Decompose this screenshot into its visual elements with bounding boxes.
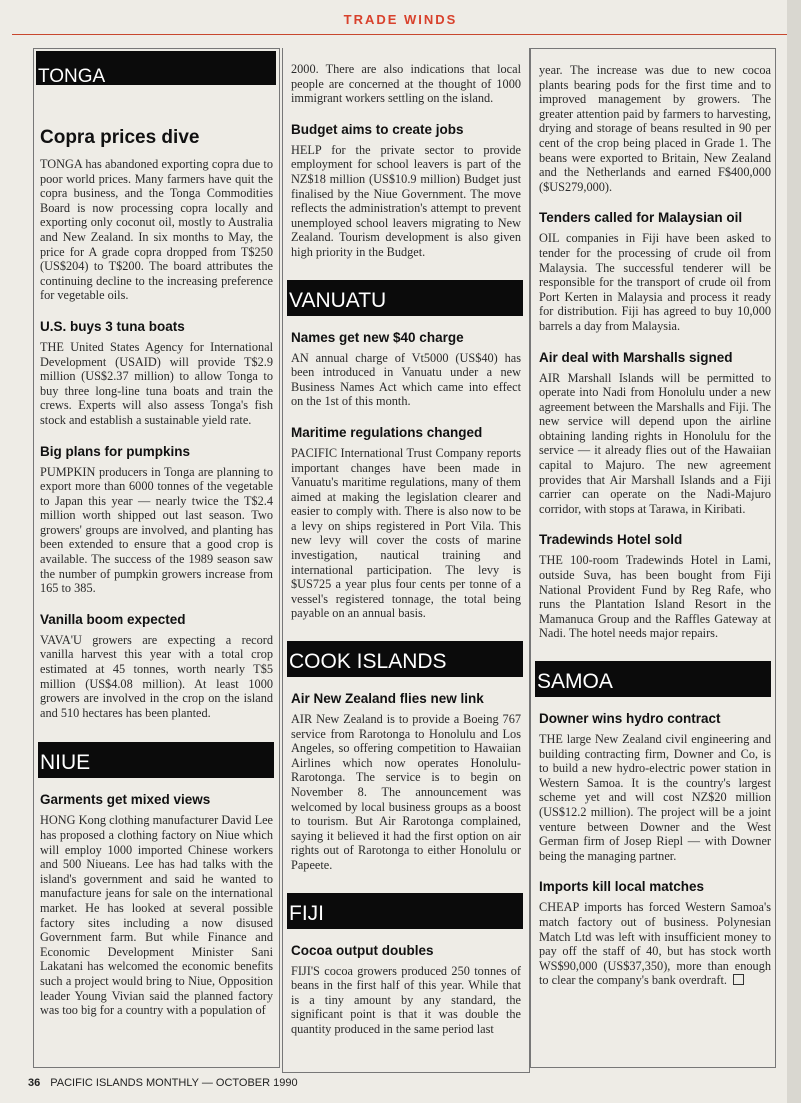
headline-tuna: U.S. buys 3 tuna boats bbox=[40, 318, 185, 334]
column-2 bbox=[282, 48, 530, 1073]
article-body: THE large New Zealand civil engineering and building contracting firm, Downer and Co, is to build a new hydro-electric power station in Western Samoa. It is the country's largest scheme yet and will cost NZ$20 million (US$12.2 million). The project will be a joint venture between Downer and the West German firm of Josep Riepl — with Downer being the managing partner. bbox=[539, 732, 771, 863]
headline-vanilla: Vanilla boom expected bbox=[40, 611, 186, 627]
article-body: HONG Kong clothing manufacturer David Lee has proposed a clothing factory on Niue which will employ 1000 imported Chinese workers and 500 Niueans. Lee has had talks with the island's government and said he wanted to manufacture jeans for sale on the international market. He has looked at several possible factory sites including a now disused Government farm. But while Finance and Economic Development Minister Sani Lakatani has welcomed the economic benefits such a project would bring to Niue, Opposition leader Young Vivian said the planned factory was too big for a country with a population of bbox=[40, 813, 273, 1018]
headline-tradewinds-hotel: Tradewinds Hotel sold bbox=[539, 532, 683, 548]
section-band-cook-islands: COOK ISLANDS bbox=[287, 641, 523, 677]
column-3 bbox=[530, 48, 776, 1068]
headline-malaysian-oil: Tenders called for Malaysian oil bbox=[539, 210, 743, 226]
headline-marshalls: Air deal with Marshalls signed bbox=[539, 349, 733, 365]
end-mark-icon bbox=[733, 974, 744, 985]
article-body: TONGA has abandoned exporting copra due to poor world prices. Many farmers have quit the copra business, and the Tonga Commodities Board is now processing copra locally and exporting only coconut oil, mostly to Australia and New Zealand. In six months to May, the price for A grade copra dropped from T$250 (US$204) to T$200. The board attributes the continuing decline to the increasing preference for vegetable oils. bbox=[40, 157, 273, 303]
article-body: FIJI'S cocoa growers produced 250 tonnes of beans in the first half of this year. While that is a tiny amount by any standard, the significant point is that it was double the quantity produced in the same period last bbox=[291, 963, 521, 1036]
article-body: OIL companies in Fiji have been asked to tender for the processing of crude oil from Malaysia. The successful tenderer will be responsible for the transport of crude oil from Port Kerten in Malaysia and process it ready for distribution. Fiji has agreed to buy 10,000 barrels a day from Malaysia. bbox=[539, 231, 771, 333]
article-body: THE 100-room Tradewinds Hotel in Lami, outside Suva, has been bought from Fiji National Provident Fund by Reg Rafe, who runs the Plantation Island Resort in the Mamanuca Group and the Raffles Gateway at Nadi. The hotel needs major repairs. bbox=[539, 553, 771, 641]
headline-pumpkins: Big plans for pumpkins bbox=[40, 443, 191, 459]
article-body: AIR Marshall Islands will be permitted to operate into Nadi from Honolulu under a new agreement between the Marshalls and Fiji. The new service will depend upon the airline obtaining landing rights in Honolulu for the service — it already flies out of the Hawaiian capital to Majuro. The new agreement provides that Air Marshall Islands and a Fiji carrier can operate on the Nadi-Majuro corridor, with stops at Tarawa, in Kiribati. bbox=[539, 370, 771, 516]
headline-maritime: Maritime regulations changed bbox=[291, 424, 483, 440]
section-band-tonga: TONGA bbox=[36, 51, 276, 85]
article-body: year. The increase was due to new cocoa plants bearing pods for the first time and to improved management by growers. The greater attention paid by farmers to harvesting, drying and storage of beans resulted in 90 per cent of the crop being placed in Grade 1. The beans were exported to Britain, New Zealand and the Netherlands and earned F$400,000 ($US279,000). bbox=[539, 63, 771, 194]
header-rule bbox=[12, 34, 787, 35]
headline-copra: Copra prices dive bbox=[40, 127, 200, 148]
page-edge bbox=[787, 0, 801, 1103]
column-1 bbox=[33, 48, 280, 1068]
headline-air-nz: Air New Zealand flies new link bbox=[291, 691, 484, 707]
section-band-niue: NIUE bbox=[38, 742, 274, 778]
article-body: AIR New Zealand is to provide a Boeing 767 service from Rarotonga to Honolulu and Los Angeles, so offering competition to Hawaiian Airlines which now operates Honolulu-Rarotonga. The service is to begin on November 8. The announcement was welcomed by local business groups as a boost to tourism. But Air Rarotonga complained, saying it believed it had the first option on air rights out of Rarotonga to either Honolulu or Papeete. bbox=[291, 712, 521, 872]
article-body: VAVA'U growers are expecting a record vanilla harvest this year with a total crop estimated at 45 tonnes, worth nearly T$5 million (US$4.08 million). At least 1000 growers are involved in the crop on the island and 510 hectares has been planted. bbox=[40, 632, 273, 720]
headline-downer: Downer wins hydro contract bbox=[539, 711, 721, 726]
article-body: AN annual charge of Vt5000 (US$40) has been introduced in Vanuatu under a new Business Names Act which came into effect on the 1st of this month. bbox=[291, 350, 521, 409]
article-body: PUMPKIN producers in Tonga are planning to export more than 6000 tonnes of the vegetable to Japan this year — nearly twice the T$2.4 million worth shipped out last season. Two growers' groups are involved, and planting has been extended to ensure that a good crop is available. The success of the 1989 season saw the number of pumpkin growers increase from 165 to 385. bbox=[40, 464, 273, 596]
article-text: CHEAP imports has forced Western Samoa's match factory out of business. Polynesian Match Ltd was left with insufficient money to pay off the staff of 40, but has stock worth WS$90,000 (US$37,350), more than enough to clear the company's bank overdraft. bbox=[539, 900, 771, 988]
article-body: THE United States Agency for International Development (USAID) will provide T$2.9 million (US$2.37 million) to allow Tonga to buy three long-line tuna boats and train the crews. Experts will also assess Tonga's fish stock and establish a sustainable yield rate. bbox=[40, 339, 273, 427]
section-band-fiji: FIJI bbox=[287, 893, 523, 929]
headline-names-charge: Names get new $40 charge bbox=[291, 329, 464, 345]
headline-garments: Garments get mixed views bbox=[40, 792, 211, 808]
section-title: TRADE WINDS bbox=[343, 12, 458, 27]
article-body bbox=[539, 900, 771, 988]
publication-line: PACIFIC ISLANDS MONTHLY — OCTOBER 1990 bbox=[50, 1077, 298, 1089]
headline-imports: Imports kill local matches bbox=[539, 879, 705, 895]
page-number: 36 bbox=[28, 1077, 41, 1089]
article-body: HELP for the private sector to provide employment for school leavers is part of the NZ$18 million (US$10.9 million) Budget just finalised by the Niue Government. The move reflects the administration's attempt to prevent unemployed school leavers migrating to New Zealand. Tourism development is also given high priority in the Budget. bbox=[291, 142, 521, 259]
article-body: PACIFIC International Trust Company reports important changes have been made in Vanuatu's maritime regulations, many of them aimed at making the legislation clearer and easier to comply with. There is also now to be a levy on ships registered in Port Vila. This new levy will cover the costs of marine investigation, nautical training and international participation. The levy is $US725 a year plus four cents per tonne of a vessel's registered tonnage, the total being payable on an annual basis. bbox=[291, 445, 521, 621]
headline-cocoa: Cocoa output doubles bbox=[291, 942, 434, 958]
page-footer bbox=[28, 1077, 298, 1089]
headline-budget: Budget aims to create jobs bbox=[291, 121, 464, 137]
section-band-samoa: SAMOA bbox=[535, 661, 771, 697]
section-band-vanuatu: VANUATU bbox=[287, 280, 523, 316]
article-body: 2000. There are also indications that local people are concerned at the thought of 1000 immigrant workers settling on the island. bbox=[291, 62, 521, 106]
